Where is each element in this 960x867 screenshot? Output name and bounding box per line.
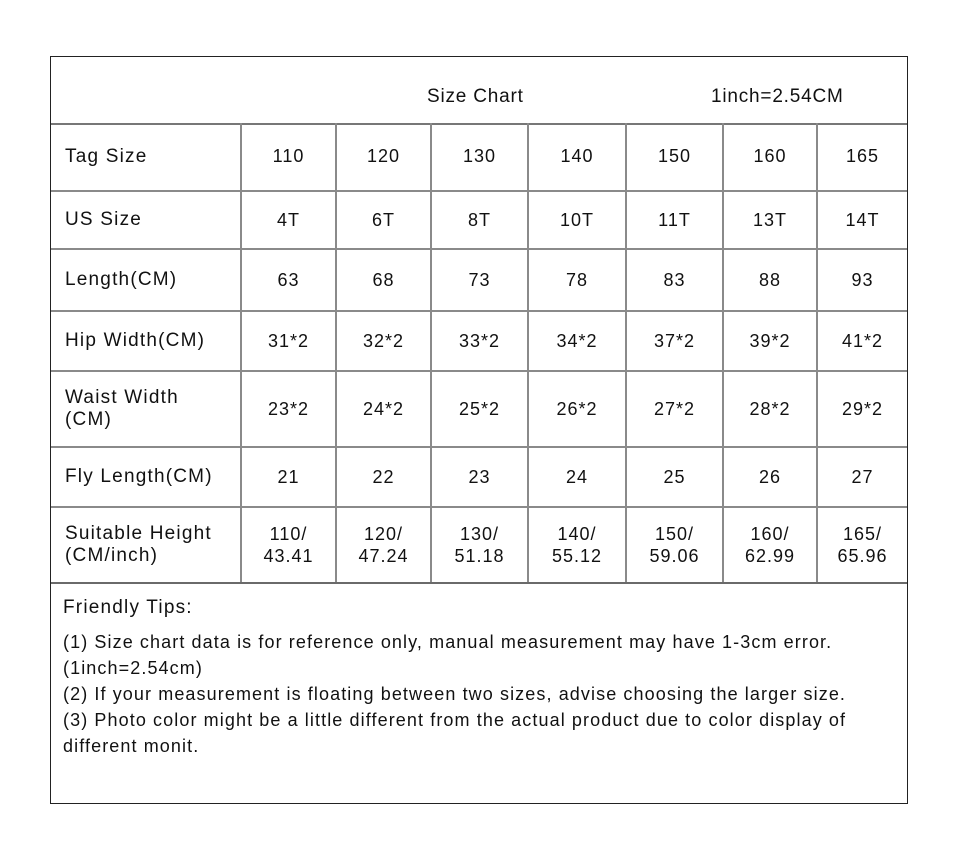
table-cell: 29*2 [817,371,907,447]
table-cell: 41*2 [817,311,907,371]
table-cell: 21 [241,447,336,507]
row-label: Length(CM) [51,249,241,311]
table-cell: 150 [626,123,723,191]
table-row-length [51,249,907,311]
table-cell: 63 [241,249,336,311]
table-cell: 130 [431,123,528,191]
table-cell: 120 [336,123,431,191]
table-row-suitable-height [51,507,907,583]
table-cell: 140 [528,123,626,191]
row-label: Suitable Height (CM/inch) [51,507,241,583]
table-cell: 165 [817,123,907,191]
size-chart-frame [50,56,908,804]
table-cell: 23 [431,447,528,507]
size-chart-header [51,57,907,125]
row-label: Tag Size [51,123,241,191]
row-label: Hip Width(CM) [51,311,241,371]
table-cell: 83 [626,249,723,311]
table-cell: 25*2 [431,371,528,447]
table-row-tag-size [51,123,907,191]
table-cell: 130/ 51.18 [431,507,528,583]
table-cell: 73 [431,249,528,311]
tips-title: Friendly Tips: [63,597,193,618]
table-cell: 8T [431,191,528,249]
table-cell: 160 [723,123,817,191]
table-cell: 68 [336,249,431,311]
table-cell: 22 [336,447,431,507]
table-cell: 14T [817,191,907,249]
friendly-tips [63,597,905,759]
tip-item: (2) If your measurement is floating between two sizes, advise choosing the larger size. [63,684,847,704]
table-cell: 6T [336,191,431,249]
table-cell: 27 [817,447,907,507]
table-cell: 10T [528,191,626,249]
table-cell: 24 [528,447,626,507]
table-row-waist-width [51,371,907,447]
table-cell: 88 [723,249,817,311]
table-cell: 24*2 [336,371,431,447]
table-cell: 25 [626,447,723,507]
row-label: Waist Width (CM) [51,371,241,447]
table-cell: 27*2 [626,371,723,447]
table-cell: 26*2 [528,371,626,447]
tip-item: (3) Photo color might be a little different from the actual product due to color display of different monit. [63,710,847,756]
table-cell: 13T [723,191,817,249]
table-cell: 110/ 43.41 [241,507,336,583]
table-cell: 78 [528,249,626,311]
table-cell: 28*2 [723,371,817,447]
table-row-fly-length [51,447,907,507]
table-cell: 23*2 [241,371,336,447]
table-cell: 160/ 62.99 [723,507,817,583]
table-row-hip-width [51,311,907,371]
row-label: US Size [51,191,241,249]
table-cell: 110 [241,123,336,191]
table-cell: 37*2 [626,311,723,371]
table-cell: 4T [241,191,336,249]
table-cell: 31*2 [241,311,336,371]
table-cell: 165/ 65.96 [817,507,907,583]
size-chart-title: Size Chart [427,86,524,107]
unit-conversion-note: 1inch=2.54CM [711,86,844,107]
row-label: Fly Length(CM) [51,447,241,507]
table-cell: 32*2 [336,311,431,371]
tip-item: (1) Size chart data is for reference only, manual measurement may have 1-3cm error. (1inch=2.54cm) [63,632,833,678]
table-cell: 120/ 47.24 [336,507,431,583]
table-cell: 93 [817,249,907,311]
table-cell: 34*2 [528,311,626,371]
table-cell: 39*2 [723,311,817,371]
table-cell: 26 [723,447,817,507]
table-row-us-size [51,191,907,249]
table-cell: 150/ 59.06 [626,507,723,583]
table-cell: 11T [626,191,723,249]
table-cell: 33*2 [431,311,528,371]
size-table [51,123,907,584]
table-cell: 140/ 55.12 [528,507,626,583]
